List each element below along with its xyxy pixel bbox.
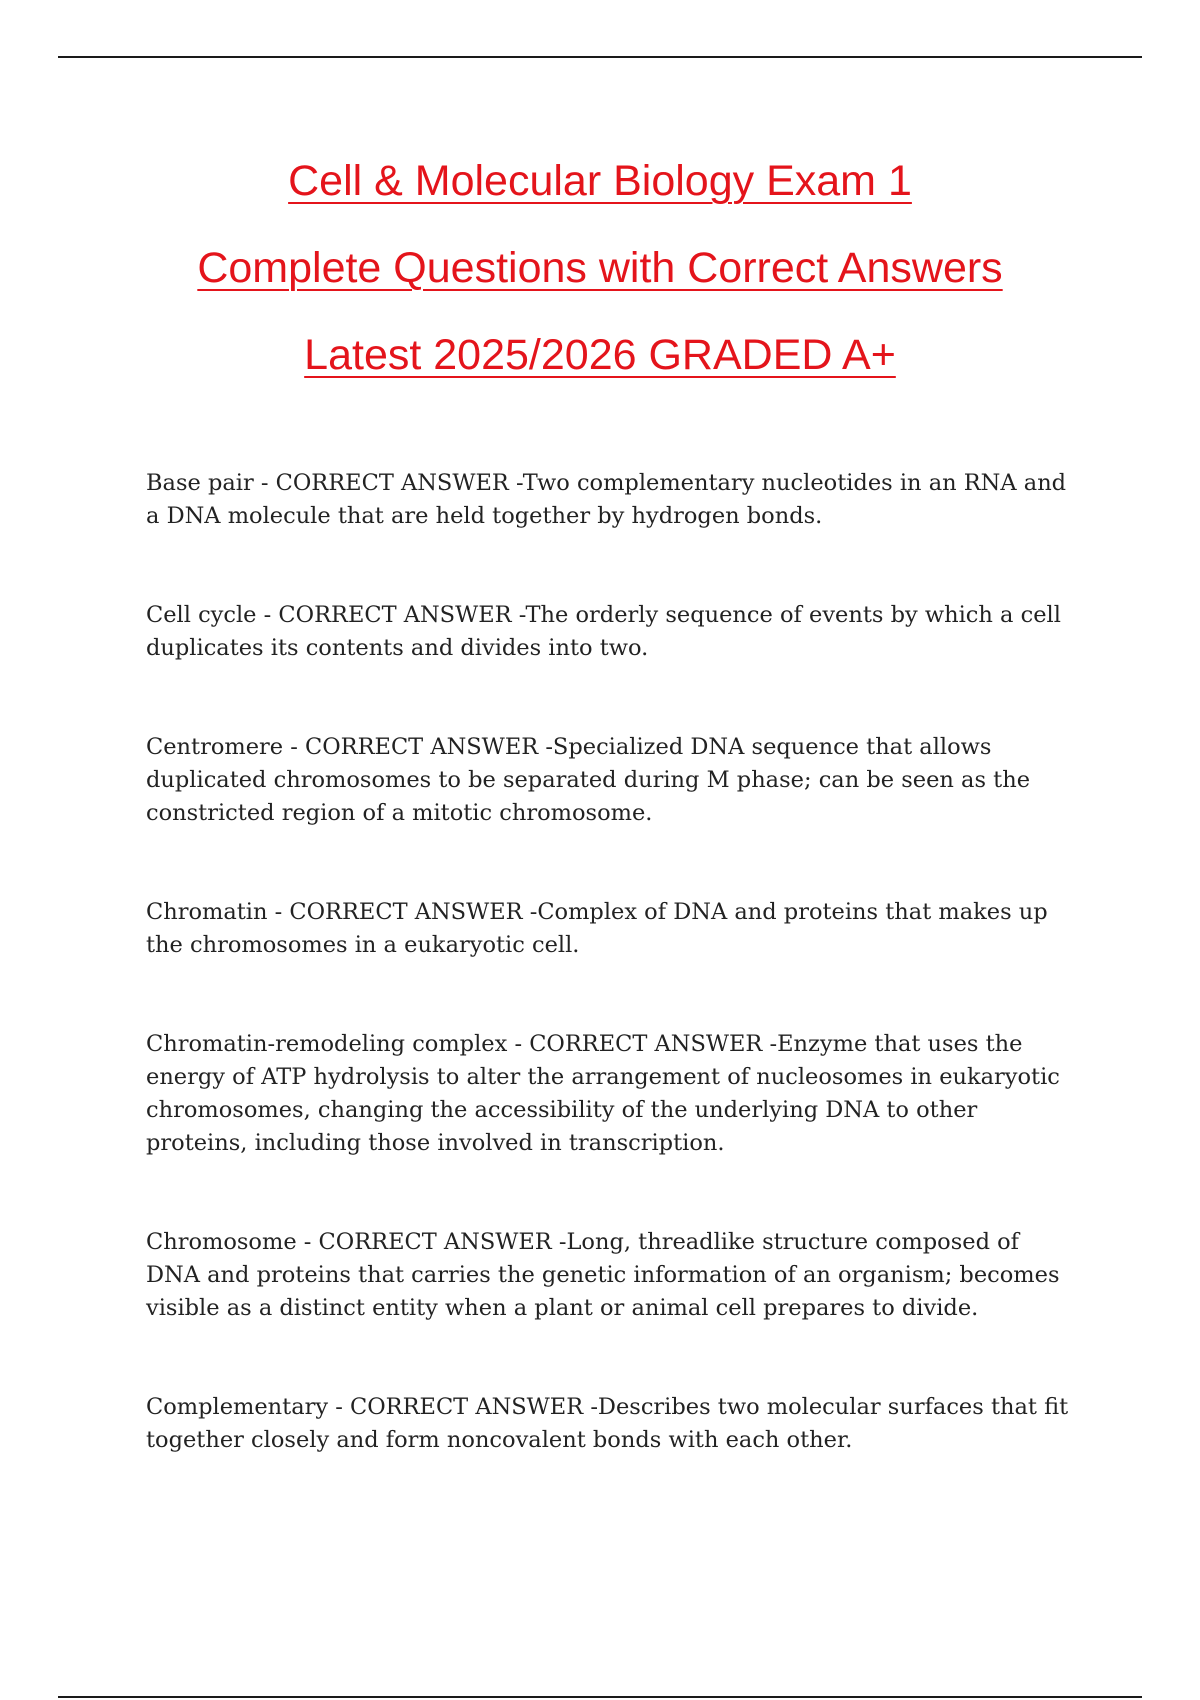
- glossary-entry: Chromosome - CORRECT ANSWER -Long, threadlike structure composed of DNA and proteins that carries the genetic information of an organism; becomes visible as a distinct entity when a plant or animal cell prepares to divide.: [146, 1229, 1060, 1321]
- glossary-entry: Base pair - CORRECT ANSWER -Two complementary nucleotides in an RNA and a DNA molecule that are held together by hydrogen bonds.: [146, 470, 1067, 529]
- title-line: Latest 2025/2026 GRADED A+: [304, 331, 896, 379]
- title-line: Complete Questions with Correct Answers: [197, 244, 1003, 292]
- glossary-entry: Chromatin-remodeling complex - CORRECT ANSWER -Enzyme that uses the energy of ATP hydrolysis to alter the arrangement of nucleosomes in eukaryotic chromosomes, changing the accessibility of the underlying DNA to other proteins, including those involved in transcription.: [146, 1031, 1060, 1156]
- bottom-rule: [58, 1696, 1142, 1698]
- glossary-entry: Chromatin - CORRECT ANSWER -Complex of DNA and proteins that makes up the chromosomes in a eukaryotic cell.: [146, 899, 1048, 958]
- title-line: Cell & Molecular Biology Exam 1: [288, 157, 912, 205]
- glossary-entry: Complementary - CORRECT ANSWER -Describes two molecular surfaces that fit together closely and form noncovalent bonds with each other.: [146, 1394, 1069, 1453]
- document-title: [0, 138, 1200, 399]
- glossary-list: [146, 467, 1071, 1457]
- glossary-entry: Centromere - CORRECT ANSWER -Specialized DNA sequence that allows duplicated chromosomes to be separated during M phase; can be seen as the constricted region of a mitotic chromosome.: [146, 734, 1031, 826]
- glossary-entry: Cell cycle - CORRECT ANSWER -The orderly sequence of events by which a cell duplicates its contents and divides into two.: [146, 602, 1061, 661]
- top-rule: [58, 56, 1142, 58]
